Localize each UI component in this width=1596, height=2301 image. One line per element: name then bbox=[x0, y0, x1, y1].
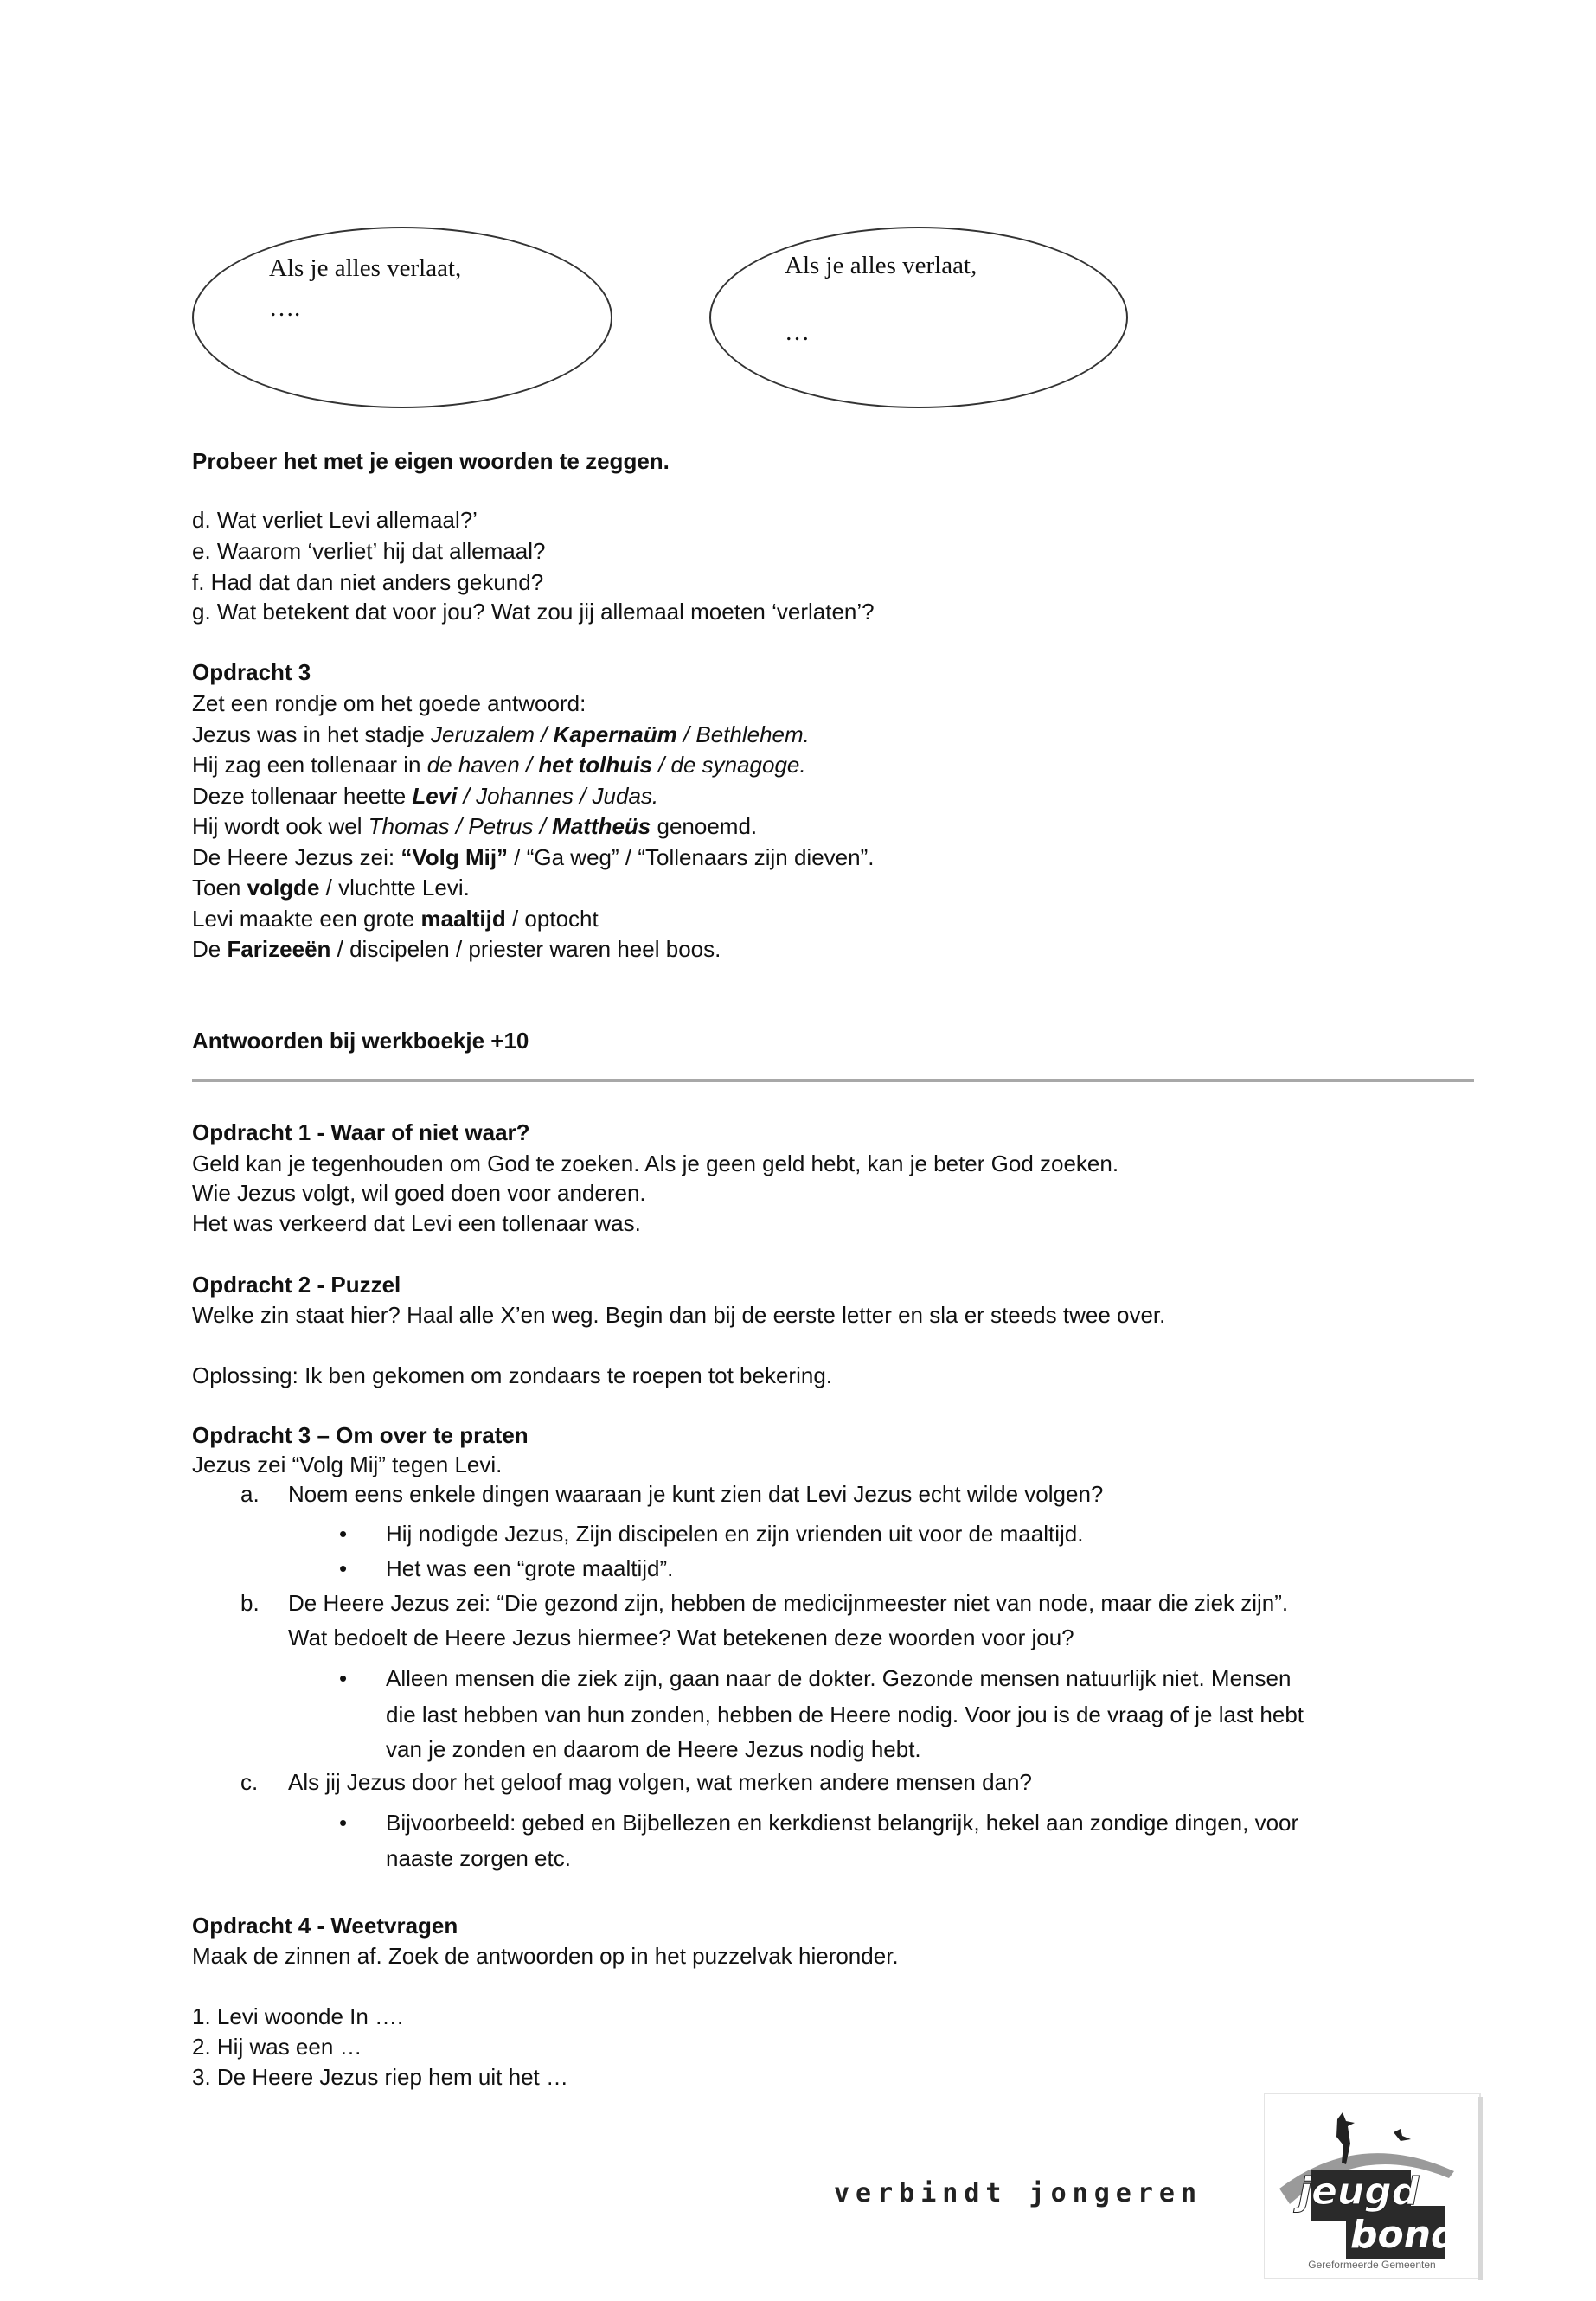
logo-subtitle: Gereformeerde Gemeenten bbox=[1308, 2259, 1436, 2271]
text-segment: / vluchtte Levi. bbox=[319, 875, 470, 901]
ellipse-left-line1: Als je alles verlaat, bbox=[269, 254, 462, 282]
bullet-icon: • bbox=[339, 1665, 348, 1691]
text-segment: / discipelen / priester waren heel boos. bbox=[330, 936, 721, 962]
o1-line: Geld kan je tegenhouden om God te zoeken. Als je geen geld hebt, kan je beter God zoeken. bbox=[192, 1150, 1119, 1176]
answer-option-highlighted: Kapernaüm bbox=[553, 721, 677, 747]
o1-line: Wie Jezus volgt, wil goed doen voor anderen. bbox=[192, 1180, 646, 1206]
o3-heading: Opdracht 3 – Om over te praten bbox=[192, 1422, 529, 1448]
o3-question-a: Noem eens enkele dingen waaraan je kunt zien dat Levi Jezus echt wilde volgen? bbox=[288, 1481, 1104, 1507]
o3-a-bullet: Het was een “grote maaltijd”. bbox=[386, 1555, 674, 1581]
o1-heading: Opdracht 1 - Waar of niet waar? bbox=[192, 1119, 530, 1145]
text-segment: / de synagoge. bbox=[651, 752, 806, 778]
text-segment: Hij wordt ook wel bbox=[192, 813, 369, 839]
ellipse-left-line2: …. bbox=[269, 294, 301, 322]
o2-solution: Oplossing: Ik ben gekomen om zondaars te roepen tot bekering. bbox=[192, 1362, 832, 1388]
text-segment: Jeruzalem / bbox=[431, 721, 554, 747]
logo-word-bond: bond bbox=[1350, 2213, 1458, 2257]
bullet-icon: • bbox=[339, 1555, 348, 1581]
answer-option-highlighted: “Volg Mij” bbox=[401, 844, 509, 870]
text-segment: / Bethlehem. bbox=[676, 721, 810, 747]
opdracht3-line bbox=[192, 719, 810, 750]
opdracht3-line bbox=[192, 903, 599, 934]
ellipse-right-line2: … bbox=[785, 318, 810, 346]
question-d: d. Wat verliet Levi allemaal?’ bbox=[192, 507, 478, 533]
o4-text: Maak de zinnen af. Zoek de antwoorden op in het puzzelvak hieronder. bbox=[192, 1943, 899, 1969]
text-segment: / optocht bbox=[505, 906, 599, 932]
logo-word-jeugd: jeugd bbox=[1298, 2170, 1420, 2214]
o4-item: 1. Levi woonde In …. bbox=[192, 2003, 404, 2029]
ellipse-right-line1: Als je alles verlaat, bbox=[785, 252, 977, 279]
o3-c-bullet: Bijvoorbeeld: gebed en Bijbellezen en kerkdienst belangrijk, hekel aan zondige dingen, voor bbox=[386, 1810, 1299, 1836]
text-segment: Toen bbox=[192, 875, 247, 901]
o2-heading: Opdracht 2 - Puzzel bbox=[192, 1272, 401, 1298]
answer-option-highlighted: maaltijd bbox=[420, 906, 506, 932]
answer-option-highlighted: Farizeeën bbox=[227, 936, 331, 962]
o2-text: Welke zin staat hier? Haal alle X’en weg. Begin dan bij de eerste letter en sla er steeds twee over. bbox=[192, 1302, 1166, 1328]
answer-option-highlighted: Mattheüs bbox=[552, 813, 651, 839]
o3-question-c: Als jij Jezus door het geloof mag volgen, wat merken andere mensen dan? bbox=[288, 1769, 1032, 1795]
question-g: g. Wat betekent dat voor jou? Wat zou jij allemaal moeten ‘verlaten’? bbox=[192, 599, 875, 625]
answers-title: Antwoorden bij werkboekje +10 bbox=[192, 1028, 529, 1054]
text-segment: Deze tollenaar heette bbox=[192, 783, 413, 809]
opdracht3-line bbox=[192, 842, 874, 873]
bullet-icon: • bbox=[339, 1810, 348, 1836]
o3-a-bullet: Hij nodigde Jezus, Zijn discipelen en zijn vrienden uit voor de maaltijd. bbox=[386, 1521, 1084, 1547]
text-segment: De bbox=[192, 936, 228, 962]
jeugdbond-logo bbox=[1264, 2093, 1484, 2282]
opdracht3-heading: Opdracht 3 bbox=[192, 659, 311, 685]
question-f: f. Had dat dan niet anders gekund? bbox=[192, 569, 544, 595]
text-segment: Zet een rondje om het goede antwoord: bbox=[192, 690, 586, 716]
o3-b-bullet-cont: die last hebben van hun zonden, hebben de Heere nodig. Voor jou is de vraag of je last hebt bbox=[386, 1702, 1304, 1727]
o3-label-a: a. bbox=[240, 1481, 260, 1507]
text-segment: Jezus was in het stadje bbox=[192, 721, 432, 747]
question-e: e. Waarom ‘verliet’ hij dat allemaal? bbox=[192, 538, 546, 564]
bullet-icon: • bbox=[339, 1521, 348, 1547]
opdracht3-line bbox=[192, 749, 806, 780]
o3-intro: Jezus zei “Volg Mij” tegen Levi. bbox=[192, 1452, 503, 1477]
answer-option-highlighted: volgde bbox=[247, 875, 320, 901]
o3-b-bullet-cont: van je zonden en daarom de Heere Jezus nodig hebt. bbox=[386, 1736, 921, 1762]
o3-b-bullet: Alleen mensen die ziek zijn, gaan naar de dokter. Gezonde mensen natuurlijk niet. Mensen bbox=[386, 1665, 1292, 1691]
text-segment: Thomas / Petrus / bbox=[368, 813, 553, 839]
divider bbox=[192, 1079, 1474, 1082]
o3-c-bullet-cont: naaste zorgen etc. bbox=[386, 1845, 571, 1871]
o3-question-b-cont: Wat bedoelt de Heere Jezus hiermee? Wat betekenen deze woorden voor jou? bbox=[288, 1625, 1074, 1650]
o3-label-c: c. bbox=[240, 1769, 259, 1795]
o3-question-b: De Heere Jezus zei: “Die gezond zijn, hebben de medicijnmeester niet van node, maar die ziek zijn”. bbox=[288, 1590, 1289, 1616]
text-segment: genoemd. bbox=[651, 813, 758, 839]
text-segment: / Johannes / Judas. bbox=[457, 783, 659, 809]
o3-label-b: b. bbox=[240, 1590, 260, 1616]
o4-item: 3. De Heere Jezus riep hem uit het … bbox=[192, 2064, 568, 2090]
intro-heading: Probeer het met je eigen woorden te zeggen. bbox=[192, 448, 670, 474]
o1-line: Het was verkeerd dat Levi een tollenaar was. bbox=[192, 1210, 641, 1236]
opdracht3-line bbox=[192, 872, 470, 903]
text-segment: Hij zag een tollenaar in bbox=[192, 752, 427, 778]
opdracht3-line bbox=[192, 811, 757, 842]
answer-option-highlighted: het tolhuis bbox=[538, 752, 652, 778]
opdracht3-line bbox=[192, 688, 586, 719]
text-segment: De Heere Jezus zei: bbox=[192, 844, 401, 870]
text-segment: de haven / bbox=[426, 752, 539, 778]
tagline: verbindt jongeren bbox=[834, 2178, 1203, 2208]
o4-heading: Opdracht 4 - Weetvragen bbox=[192, 1913, 458, 1939]
answer-option-highlighted: Levi bbox=[412, 783, 458, 809]
o4-item: 2. Hij was een … bbox=[192, 2034, 362, 2060]
text-segment: / “Ga weg” / “Tollenaars zijn dieven”. bbox=[508, 844, 875, 870]
opdracht3-line bbox=[192, 933, 721, 965]
opdracht3-line bbox=[192, 780, 658, 811]
text-segment: Levi maakte een grote bbox=[192, 906, 421, 932]
